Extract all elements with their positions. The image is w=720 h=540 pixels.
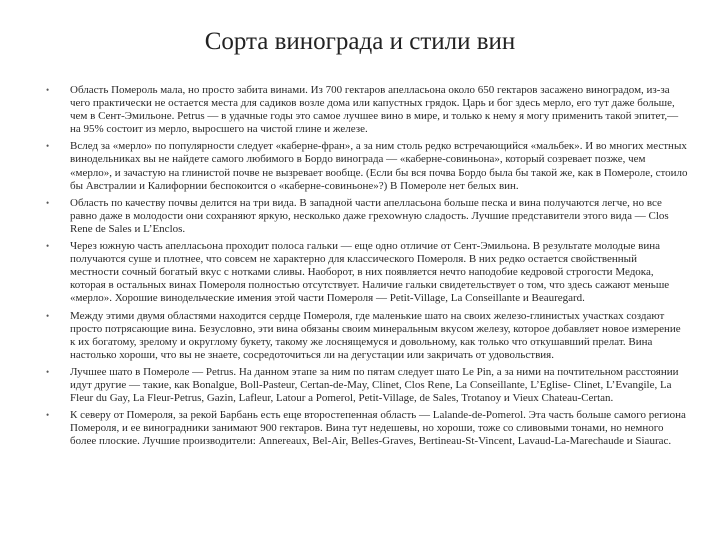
bullet-icon: •	[46, 366, 50, 377]
bullet-icon: •	[46, 85, 50, 95]
bullet-text: Вслед за «мерло» по популярности следует «каберне-фран», а за ним столь редко встречающийся «мальбек». И во многих местных винодельниках вы не найдете самого любимого в Бордо винограда — «каберне-совиньона», который созревает позже, чем «мерло», и зачастую на глинистой почве не вызревает вообще. (Если бы вся почва Бордо была бы такой же, как в Померолe, стоило бы Австралии и Калифорнии беспокоится о «каберне-совиньоне»?) В Помероле нет белых вин.	[70, 140, 688, 192]
bullet-text: Область Помероль мала, но просто забита винами. Из 700 гектаров апелласьона около 650 гектаров засажено виноградом, из-за чего практически не остается места для садиков возле дома или капустных грядок. Царь и бог здесь мерло, его тут даже больше, чем в Сент-Эмильоне. Petrus — в удачные годы это самое лучшее вино в мире, и только к нему я могу применить такой эпитет,— на 95% состоит из мерло, выросшего на чистой глине и железе.	[70, 84, 679, 136]
bullet-icon: •	[46, 310, 50, 321]
bullet-icon: •	[46, 410, 50, 421]
bullet-text: Между этими двумя областями находится сердце Помероля, где маленькие шато на своих железо-глинистых участках создают просто потрясающие вина. Безусловно, эти вина обязаны своим минеральным вкусом железу, которое добавляет новое измерение к их богатому, зрелому и округлому букету, такому же лоснящемуся и довольному, как только что откушавший прелат. Вина настолько хороши, что вы не знаете, сосредоточиться ли на дегустации или закричать от удовольствия.	[70, 309, 681, 361]
bullet-item	[40, 310, 688, 362]
bullet-item	[40, 240, 688, 305]
bullet-icon: •	[46, 141, 50, 152]
bullet-item	[40, 140, 688, 192]
bullet-text: Область по качеству почвы делится на три вида. В западной части апелласьона больше песка и вина получаются легче, но все равно даже в молодости они сохраняют яркую, несколько даже грехowную сладость. Лучшие представители этого вида — Clos Rene de Sales и L’Enclos.	[70, 196, 669, 235]
bullet-icon: •	[46, 197, 50, 208]
bullet-list	[40, 84, 688, 452]
slide-title: Сорта винограда и стили вин	[204, 28, 516, 55]
bullet-text: Лучшее шато в Помероле — Petrus. На данном этапе за ним по пятам следует шато Le Pin, а за ними на почтительном расстоянии идут другие — такие, как Bonalgue, Boll-Pasteur, Certan-de-May, Clinet, Clos Rene, La Conseillante, L’Eglise- Clinet, L’Evangile, La Fleur du Gay, La Fleur-Petrus, Gazin, Lafleur, Latour a Pomerol, Petit-Village, de Sales, Trotanoy и Vieux Chateau-Certan.	[70, 365, 679, 405]
bullet-item	[40, 366, 688, 405]
bullet-text: Через южную часть апелласьона проходит полоса гальки — еще одно отличие от Сент-Эмильона. В результате молодые вина получаются суше и плотнее, что совсем не характерно для классического Помероля. В них редко остается свойственный местности сочный богатый вкус с нотками сливы. Наоборот, в них появляется нечто наподобие кедровой строгости Медока, которая в остальных винах Помероля полностью отсутствует. Наличие гальки свидетельствует о том, что здесь сажают меньше «мерло». Хорошие винодельческие имения этой части Помероля — Petit-Village, La Conseillante и Beauregard.	[70, 240, 670, 305]
bullet-item	[40, 84, 688, 136]
bullet-icon: •	[46, 241, 50, 252]
bullet-item	[40, 197, 688, 236]
bullet-item	[40, 409, 688, 448]
bullet-text: К северу от Помероля, за рекой Барбань есть еще второстепенная область — Lalande-de-Pomerol. Эта часть больше самого региона Помероля, и ее виноградники занимают 900 гектаров. Вина тут недешевы, но хороши, тоже со сливовыми тонами, но немного более плоские. Лучшие производители: Annereaux, Bel-Air, Belles-Graves, Bertineau-St-Vincent, Lavaud-La-Marechaude и Siaurac.	[70, 409, 686, 448]
